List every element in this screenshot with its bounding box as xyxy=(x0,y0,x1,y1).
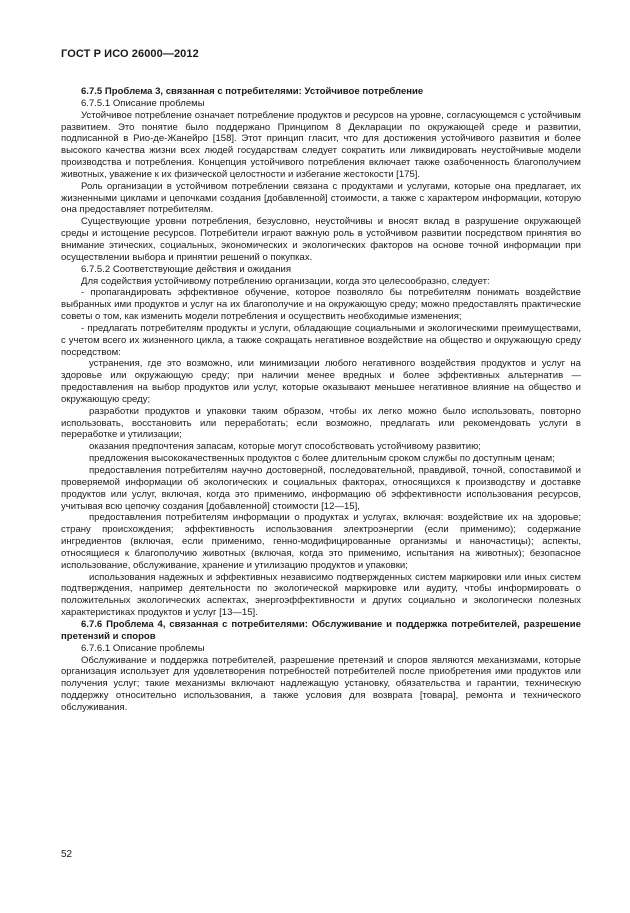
paragraph: предоставления потребителям информации о продуктах и услугах, включая: воздействие их на здоровье; страну происхождения; эффективность использования электроэнергии (если применимо); содержание ингредиентов (включая, если применимо, генно-модифицированные организмы и наночастицы); аспекты, относящиеся к благополучию животных (включая, когда это применимо, испытания на животных); безопасное использование, обслуживание, хранение и утилизацию продуктов и упаковки; xyxy=(61,512,581,571)
document-body xyxy=(61,86,581,714)
paragraph: - пропагандировать эффективное обучение, которое позволяло бы потребителям понимать воздействие выбранных ими продуктов и услуг на их благополучие и на окружающую среду; можно предоставлять практические советы о том, как изменить модели потребления и осуществить необходимые изменения; xyxy=(61,287,581,323)
paragraph: 6.7.5.1 Описание проблемы xyxy=(81,97,205,109)
paragraph: Для содействия устойчивому потреблению организации, когда это целесообразно, следует: xyxy=(81,275,490,287)
paragraph: - предлагать потребителям продукты и услуги, обладающие социальными и экологическими преимуществами, с учетом всего их жизненного цикла, а также сокращать негативное воздействие на общество и окружающую среду посредством: xyxy=(61,322,581,358)
paragraph: 6.7.5 Проблема 3, связанная с потребителями: Устойчивое потребление xyxy=(81,86,424,97)
paragraph: Устойчивое потребление означает потребление продуктов и ресурсов на уровне, согласующемся с устойчивым развитием. Это понятие было поддержано Принципом 8 Декларации по окружающей среде и развитии, подписанной в Рио-де-Жанейро [158]. Этот принцип гласит, что для достижения устойчивого развития и более высокого качества жизни всех людей государствам следует сократить или ликвидировать неустойчивые модели производства и потребления. Концепция устойчивого потребления включает также озабоченность благополучием животных, уважение к их физической целостности и избегание жестокости [175]. xyxy=(61,109,581,180)
page-number: 52 xyxy=(61,849,73,860)
paragraph: разработки продуктов и упаковки таким образом, чтобы их легко можно было использовать, повторно использовать, восстановить или переработать; если возможно, предлагать или рекомендовать услуги в переработке и утилизации; xyxy=(61,405,581,441)
paragraph: устранения, где это возможно, или минимизации любого негативного воздействия продуктов и услуг на здоровье или окружающую среду; при наличии менее вредных и более эффективных альтернатив — предоставления на выбор продуктов или услуг, которые оказывают меньшее негативное влияние на общество и окружающую среду; xyxy=(61,358,581,405)
paragraph: оказания предпочтения запасам, которые могут способствовать устойчивому развитию; xyxy=(89,441,481,453)
paragraph: предложения высококачественных продуктов с более длительным сроком службы по доступным ценам; xyxy=(89,453,555,465)
paragraph: 6.7.5.2 Соответствующие действия и ожидания xyxy=(81,263,291,275)
paragraph: 6.7.6.1 Описание проблемы xyxy=(81,642,205,654)
paragraph: Существующие уровни потребления, безусловно, неустойчивы и вносят вклад в разрушение окружающей среды и истощение ресурсов. Потребители играют важную роль в устойчивом развитии посредством принятия во внимание этических, социальных, экономических и экологических факторов на основе точной информации при осуществлении выбора и принятии решений о покупках. xyxy=(61,216,581,263)
running-header: ГОСТ Р ИСО 26000—2012 xyxy=(61,48,199,60)
paragraph: 6.7.6 Проблема 4, связанная с потребителями: Обслуживание и поддержка потребителей, разрешение претензий и споров xyxy=(61,618,581,642)
paragraph: предоставления потребителям научно достоверной, последовательной, правдивой, точной, сопоставимой и проверяемой информации об экологических и социальных факторах, относящихся к производству и доставке продуктов или услуг, включая, когда это применимо, информацию об эффективности использования ресурсов, учитывая всю цепочку создания [добавленной] стоимости [12—15], xyxy=(61,465,581,512)
paragraph: использования надежных и эффективных независимо подтвержденных систем маркировки или иных систем подтверждения, например деятельности по экологической маркировке или аудиту, чтобы информировать о положительных экологических аспектах, энергоэффективности и других социально и экологически полезных характеристиках продуктов и услуг [13—15]. xyxy=(61,571,581,619)
paragraph: Обслуживание и поддержка потребителей, разрешение претензий и споров являются механизмами, которые организация использует для удовлетворения потребностей потребителей после приобретения ими продуктов или получения услуг; такие механизмы включают надлежащую установку, обязательства и гарантии, техническую поддержку относительно использования, а также условия для возврата [товара], ремонта и технического обслуживания. xyxy=(61,654,581,713)
paragraph: Роль организации в устойчивом потреблении связана с продуктами и услугами, которые она предлагает, их жизненными циклами и цепочками создания [добавленной] стоимости, а также с характером информации, которую она предоставляет потребителям. xyxy=(61,180,581,216)
